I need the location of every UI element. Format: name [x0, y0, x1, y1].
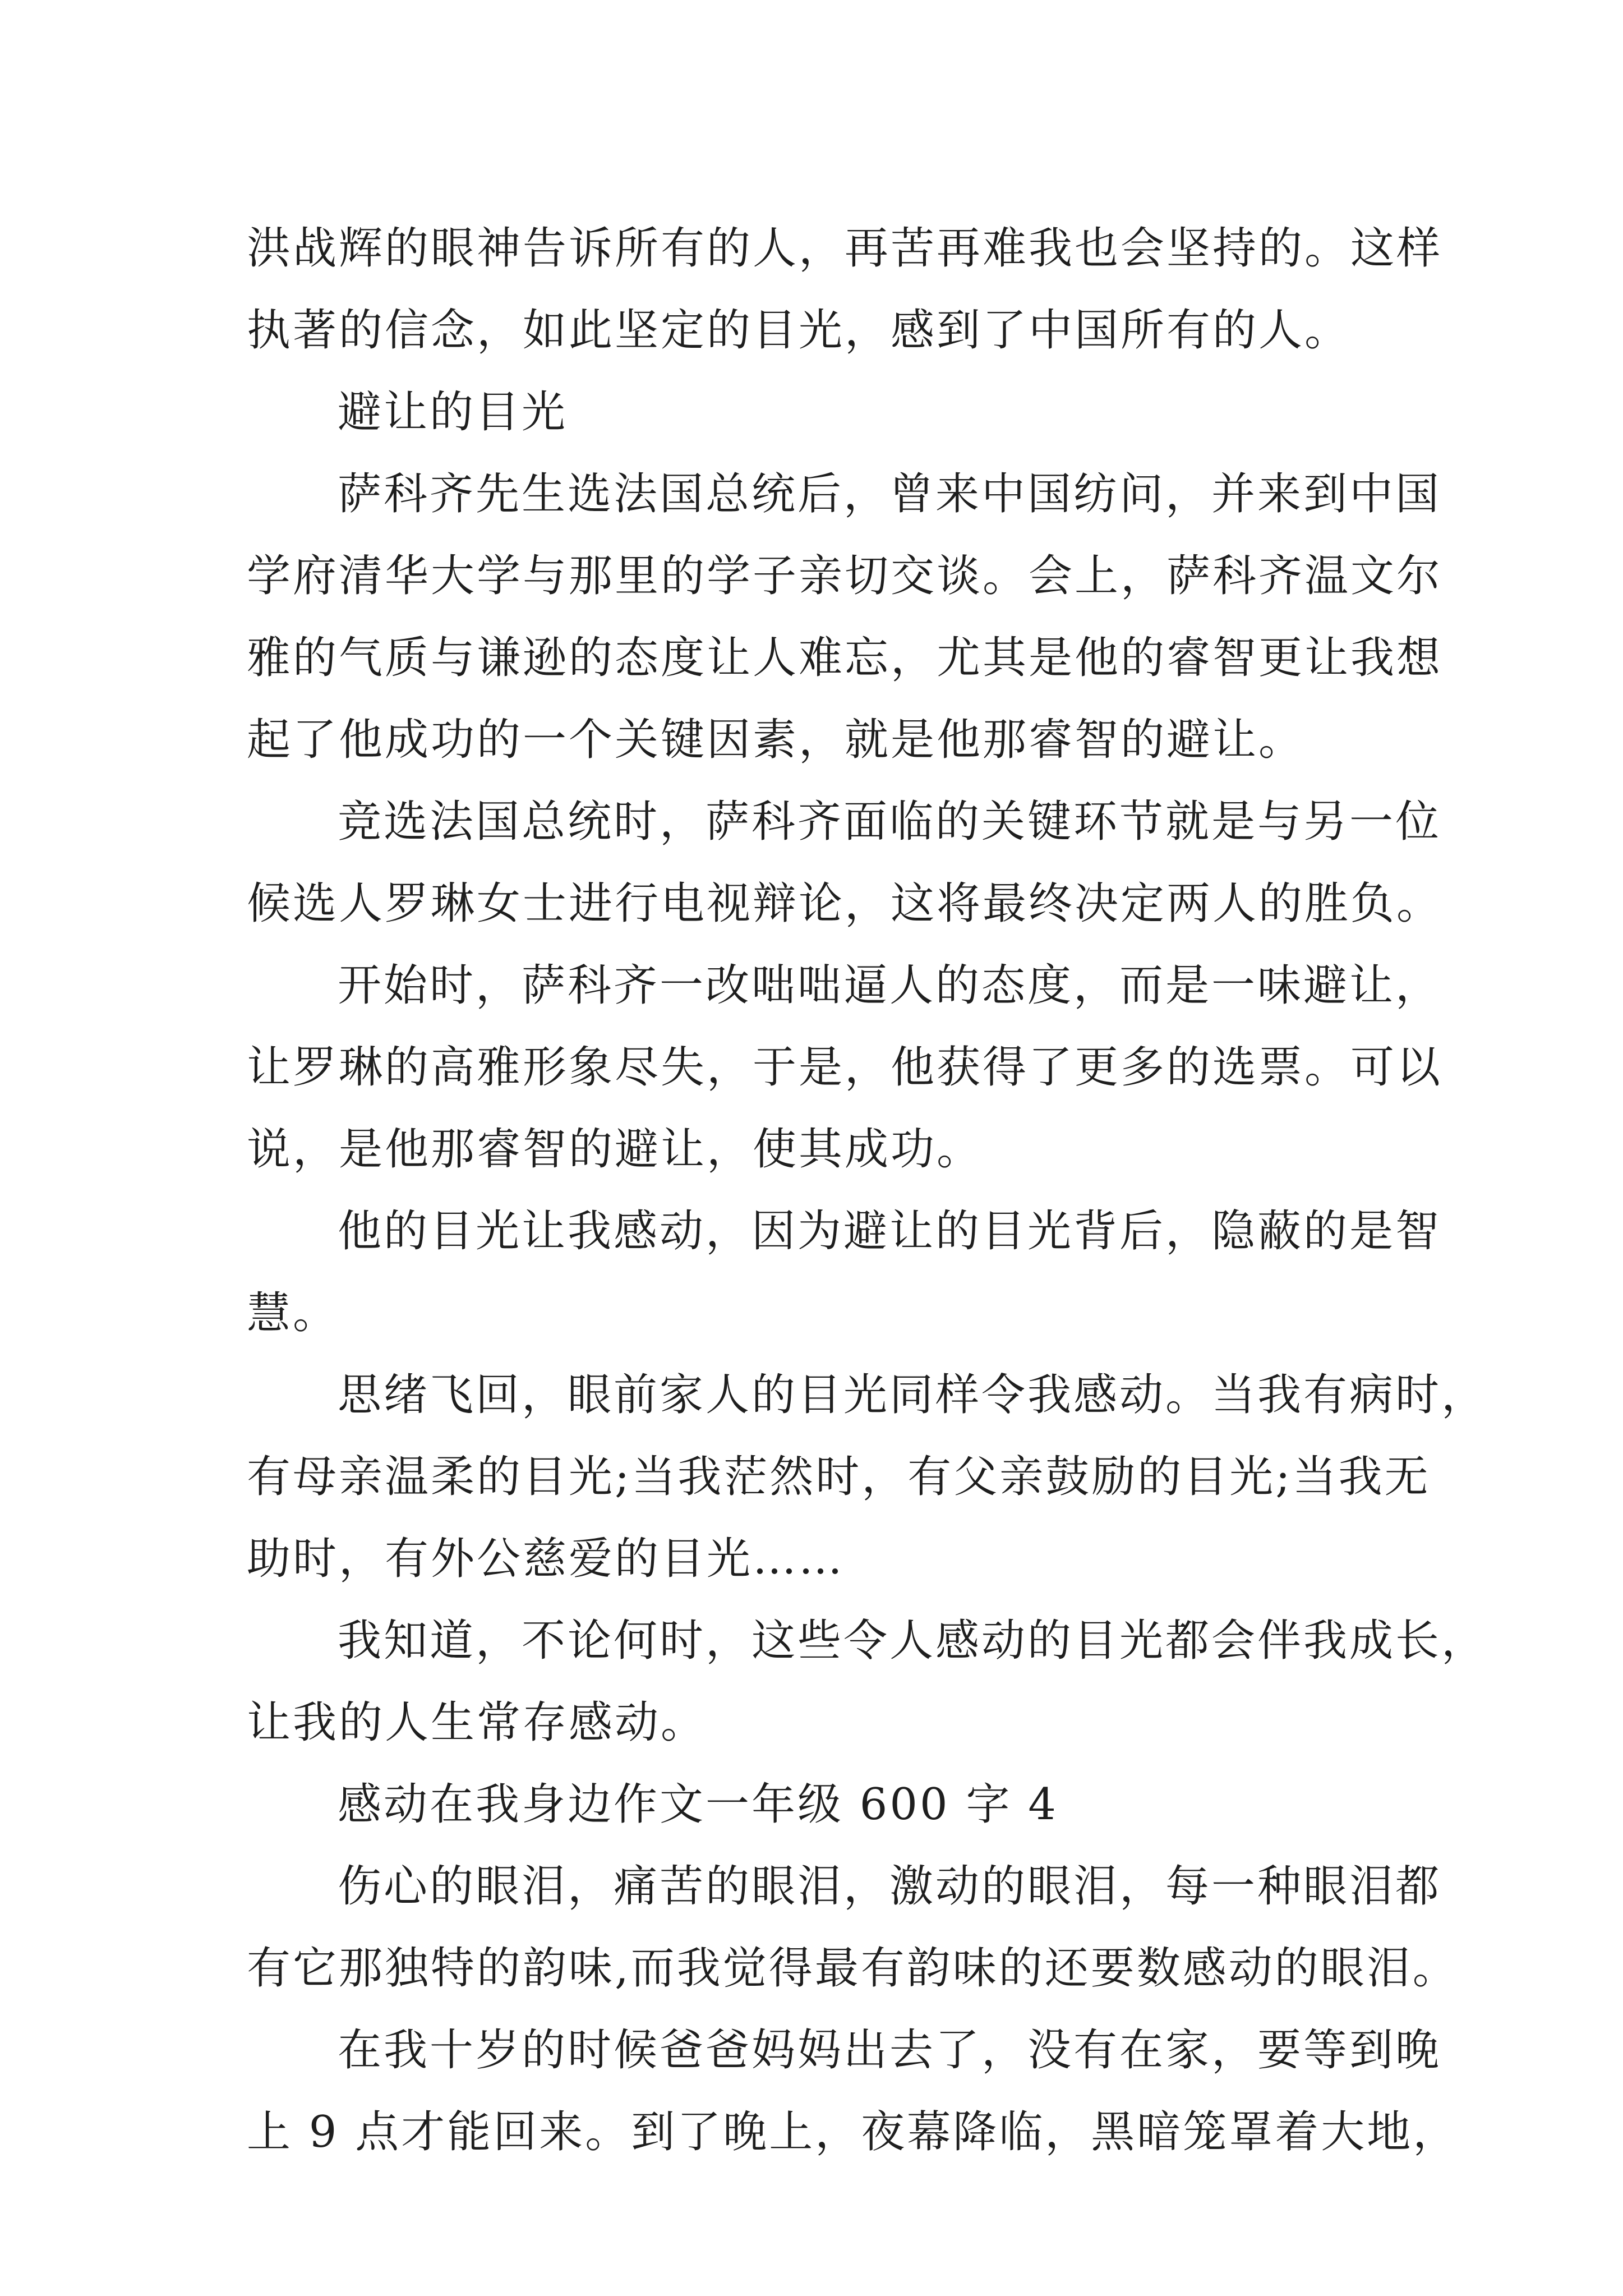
text-line: 我知道，不论何时，这些令人感动的目光都会伴我成长， — [338, 1616, 1488, 1666]
text-line: 竞选法国总统时，萨科齐面临的关键环节就是与另一位 — [338, 797, 1442, 847]
text-line: 学府清华大学与那里的学子亲切交谈。会上，萨科齐温文尔 — [247, 551, 1443, 601]
section-heading: 避让的目光 — [338, 387, 568, 438]
text-line: 在我十岁的时候爸爸妈妈出去了，没有在家，要等到晚 — [338, 2025, 1442, 2076]
text-line: 慧。 — [247, 1288, 339, 1338]
text-line: 上 9 点才能回来。到了晚上，夜幕降临，黑暗笼罩着大地， — [247, 2107, 1459, 2157]
text-line: 助时，有外公慈爱的目光…… — [247, 1534, 845, 1584]
text-line: 候选人罗琳女士进行电视辩论，这将最终决定两人的胜负。 — [247, 878, 1443, 929]
text-line: 有它那独特的韵味,而我觉得最有韵味的还要数感动的眼泪。 — [247, 1943, 1459, 1994]
document-body — [247, 208, 1488, 2173]
text-line: 雅的气质与谦逊的态度让人难忘，尤其是他的睿智更让我想 — [247, 633, 1443, 683]
text-line: 起了他成功的一个关键因素，就是他那睿智的避让。 — [247, 715, 1305, 765]
text-line: 有母亲温柔的目光;当我茫然时，有父亲鼓励的目光;当我无 — [247, 1452, 1431, 1502]
text-line: 萨科齐先生选法国总统后，曾来中国纺问，并来到中国 — [338, 469, 1442, 519]
text-line: 伤心的眼泪，痛苦的眼泪，激动的眼泪，每一种眼泪都 — [338, 1861, 1442, 1912]
essay-title: 感动在我身边作文一年级 600 字 4 — [338, 1779, 1058, 1830]
text-line: 开始时，萨科齐一改咄咄逼人的态度，而是一味避让， — [338, 960, 1442, 1011]
text-line: 他的目光让我感动，因为避让的目光背后，隐蔽的是智 — [338, 1206, 1442, 1257]
text-line: 执著的信念，如此坚定的目光，感到了中国所有的人。 — [247, 305, 1351, 356]
text-line: 思绪飞回，眼前家人的目光同样令我感动。当我有病时， — [338, 1370, 1488, 1420]
text-line: 洪战辉的眼神告诉所有的人，再苦再难我也会坚持的。这样 — [247, 223, 1443, 274]
text-line: 让我的人生常存感动。 — [247, 1697, 707, 1748]
text-line: 让罗琳的高雅形象尽失，于是，他获得了更多的选票。可以 — [247, 1042, 1443, 1093]
text-line: 说，是他那睿智的避让，使其成功。 — [247, 1124, 983, 1175]
